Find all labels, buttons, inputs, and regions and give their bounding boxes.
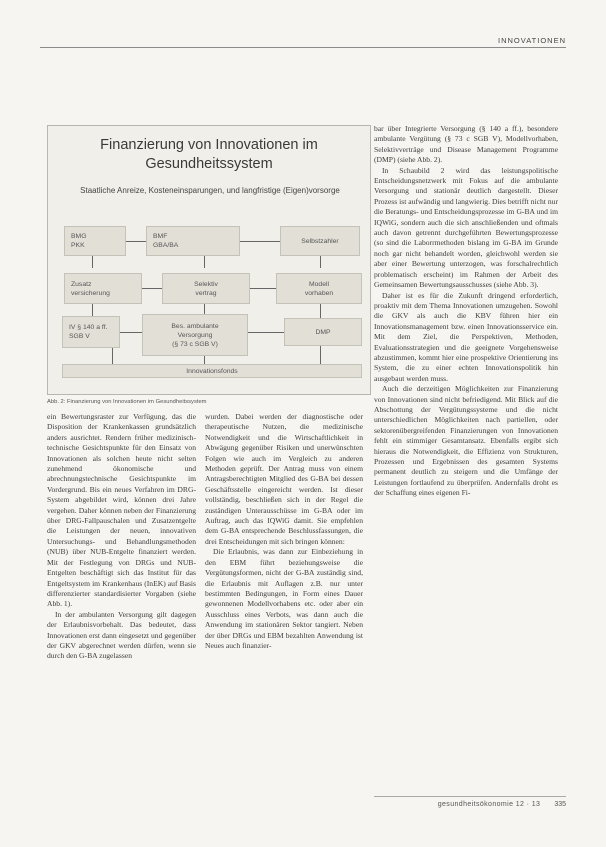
connector-row3-a bbox=[120, 332, 142, 333]
figure-title-line-1: Finanzierung von Innovationen im bbox=[100, 137, 318, 153]
node-ambulant-line-2: Versorgung bbox=[177, 331, 213, 339]
col1-paragraph-1: ein Bewertungsraster zur Verfügung, das die Disposition der Krankenkassen grundsätzlich anders ausrichtet. Rendern früher medizinisch-technische Gesichtspunkte für den Einsatz von Innovationen als solchen heute nicht selten zunehmend ökonomische und abrechnungstechnische Gesichtspunkte im Vordergrund. Bis ein neues Verfahren im DRG-System abgebildet wird, können drei Jahre vergehen. Daher können neben der Finanzierung über DRG-Fallpauschalen und Zusatzentgelte die Leistungen der neuen, innovativen Untersuchungs- und Behandlungsmethoden (NUB) über NUB-Entgelte finanziert werden. Mit der Festlegung von DRGs und NUB-Entgelten beschäftigt sich das Institut für das Entgeltsystem im Krankenhaus (InEK) auf Basis differenzierter standardisierter Vorgaben (siehe Abb. 1). bbox=[47, 412, 196, 609]
col2-paragraph-2: Die Erlaubnis, was dann zur Einbeziehung in den EBM führt beziehungsweise die Vergütungsformen, nicht der G-BA zuständig sind, die Erlaubnis mit Auflagen z.B. nur unter bestimmten Bedingungen, in Form eines Dauer gewonnenen Modellvorhabens etc. oder aber ein Ausschluss eines Verbots, was dann auch die Anwendung im stationären Sektor tangiert. Neben der über DRGs und EBM bezahlten Anwendung ist Neues auch finanzier- bbox=[205, 547, 363, 650]
section-header: INNOVATIONEN bbox=[498, 36, 566, 45]
node-zusatzversicherung bbox=[64, 273, 142, 304]
header-rule bbox=[40, 47, 566, 48]
node-ambulant-line-1: Bes. ambulante bbox=[171, 322, 219, 330]
node-bmf bbox=[146, 226, 240, 256]
figure-title-line-2: Gesundheitssystem bbox=[145, 156, 273, 172]
node-bmg-line-1: BMG bbox=[71, 233, 87, 240]
connector-row2-a bbox=[142, 288, 162, 289]
connector-v9 bbox=[320, 346, 321, 364]
col1-paragraph-2: In der ambulanten Versorgung gilt dagegen der Erlaubnisvorbehalt. Das bedeutet, dass Innovationen erst dann eingesetzt und gegenüber der GKV abgerechnet werden dürfen, wenn sie durch den G-BA zugelassen bbox=[47, 609, 196, 661]
connector-v2 bbox=[204, 256, 205, 268]
node-zusatz-line-1: Zusatz bbox=[71, 280, 92, 288]
col3-paragraph-3: Daher ist es für die Zukunft dringend erforderlich, proaktiv mit dem Thema Innovationen umzugehen. Sowohl die GKV als auch die KBV führen hier ein Innovationsmanagement bzw. einen Innovationsservice ein. Mit dem Ziel, die Perspektiven, Methoden, Evaluationsstrategien und die geeignete Vorgehensweise abzustimmen, kommt hier eine prospektive Orientierung ins System, die zu einer echten Innovationspolitik hin ausgebaut werden muss. bbox=[374, 290, 558, 383]
connector-v1 bbox=[92, 256, 93, 268]
connector-v4 bbox=[92, 304, 93, 316]
connector-row1-b bbox=[240, 241, 280, 242]
connector-row2-b bbox=[250, 288, 276, 289]
node-selbstzahler-line-1: Selbstzahler bbox=[301, 237, 339, 245]
node-selektivvertrag bbox=[162, 273, 250, 304]
figure-title bbox=[48, 136, 370, 174]
figure-subtitle: Staatliche Anreize, Kosteneinsparungen, und langfristige (Eigen)vorsorge bbox=[80, 186, 340, 195]
connector-v7 bbox=[112, 348, 113, 364]
node-bottom-line-1: Innovationsfonds bbox=[186, 367, 238, 375]
node-selektiv-line-1: Selektiv bbox=[194, 280, 218, 288]
page-number: 335 bbox=[554, 801, 566, 808]
node-selbstzahler bbox=[280, 226, 360, 256]
node-bmg-line-2: PKK bbox=[71, 242, 85, 249]
node-dmp-line-1: DMP bbox=[315, 328, 331, 336]
node-bmf-line-2: GBA/BA bbox=[153, 242, 179, 249]
node-bmg bbox=[64, 226, 126, 256]
col3-paragraph-4: Auch die derzeitigen Möglichkeiten zur Finanzierung von Innovationen sind nicht befriedigend. Mit Blick auf die Abschottung der Vergütungssysteme und die nicht unterschiedlichen Möglichkeiten nach partiellen, oder sektorenübergreifenden Finanzierungen von Innovationen fehlt ein stimmiger Gesamtansatz. Ebenfalls ergibt sich hieraus die Notwendigkeit, die Effizienz von Strukturen, Prozessen und Ergebnissen des gesamten Systems permanent deutlich zu steigern und die Umfänge der Leistungen fortlaufend zu überprüfen. Andernfalls droht es der Schaffung eines eigenen Fi- bbox=[374, 384, 558, 498]
figure-caption: Abb. 2: Finanzierung von Innovationen im Gesundheitssystem bbox=[47, 399, 207, 405]
col3-paragraph-1: bar über Integrierte Versorgung (§ 140 a ff.), besondere ambulante Vergütung (§ 73 c SGB V), Modellvorhaben, Selektivverträge und Disease Management Programme (DMP) (siehe Abb. 2). bbox=[374, 124, 558, 165]
node-ambulante-versorgung bbox=[142, 314, 248, 356]
financing-figure bbox=[47, 125, 371, 395]
node-modell-line-1: Modell bbox=[308, 280, 330, 288]
connector-v5 bbox=[204, 304, 205, 314]
node-zusatz-line-2: versicherung bbox=[71, 289, 110, 297]
text-column-2 bbox=[205, 412, 363, 651]
node-ivv-line-1: IV § 140 a ff. bbox=[69, 324, 108, 331]
connector-v3 bbox=[320, 256, 321, 268]
node-integrierte-versorgung bbox=[62, 316, 120, 348]
col2-paragraph-1: wurden. Dabei werden der diagnostische oder therapeutische Nutzen, die medizinische Notwendigkeit und die Wirtschaftlichkeit in Abwägung gegenüber Risiken und unerwünschten Folgen wie auch im Vergleich zu anderen Methoden geprüft. Der Antrag muss von einem Antragsberechtigten Mitglied des G-BA bei dessen Geschäftsstelle eingereicht werden. Ist dieser vollständig, beschließen sich in der Regel die zuständigen Unterausschüsse im G-BA oder im Auftrag, auch das IQWiG damit. Sie empfehlen dem G-BA entsprechende Beschlussfassungen, die drei Entscheidungen mit sich bringen können: bbox=[205, 412, 363, 546]
node-ivv-line-2: SGB V bbox=[69, 333, 90, 340]
connector-v8 bbox=[204, 356, 205, 364]
node-modell-line-2: vorhaben bbox=[304, 289, 334, 297]
page-footer bbox=[438, 801, 566, 808]
text-column-3 bbox=[374, 124, 558, 499]
node-ambulant-line-3: (§ 73 c SGB V) bbox=[172, 340, 218, 348]
node-innovationsfonds bbox=[62, 364, 362, 378]
col3-paragraph-2: In Schaubild 2 wird das leistungspolitische Entscheidungsnetzwerk mit Fokus auf die ambulante Versorgung und stationär deutlich dargestellt. Dieser Prozess ist aufwändig und langwierig. Dies betrifft nicht nur die Beratungs- und Entscheidungsprozesse im G-BA und im IQWiG, sondern auch die sich anschließenden und oftmals auch davon getrennt durchgeführten Bewertungsprozesse (so sind die Laborrmethoden bislang im G-BA im Grunde noch gar nicht behandelt worden, gleichwohl werden sie aber einer Bewertung unterzogen, was forschalrechtlich problematisch erscheint) im Rahmen der Arbeit des Gemeinsamen Bewertungsausschusses (siehe Abb. 3). bbox=[374, 165, 558, 290]
text-column-1 bbox=[47, 412, 196, 662]
node-dmp bbox=[284, 318, 362, 346]
connector-v6 bbox=[320, 304, 321, 318]
node-modellvorhaben bbox=[276, 273, 362, 304]
publication-name: gesundheitsökonomie 12 · 13 bbox=[437, 801, 541, 808]
node-bmf-line-1: BMF bbox=[153, 233, 168, 240]
footer-rule bbox=[374, 796, 566, 797]
connector-row1-a bbox=[126, 241, 146, 242]
node-selektiv-line-2: vertrag bbox=[195, 289, 217, 297]
connector-row3-b bbox=[248, 332, 284, 333]
